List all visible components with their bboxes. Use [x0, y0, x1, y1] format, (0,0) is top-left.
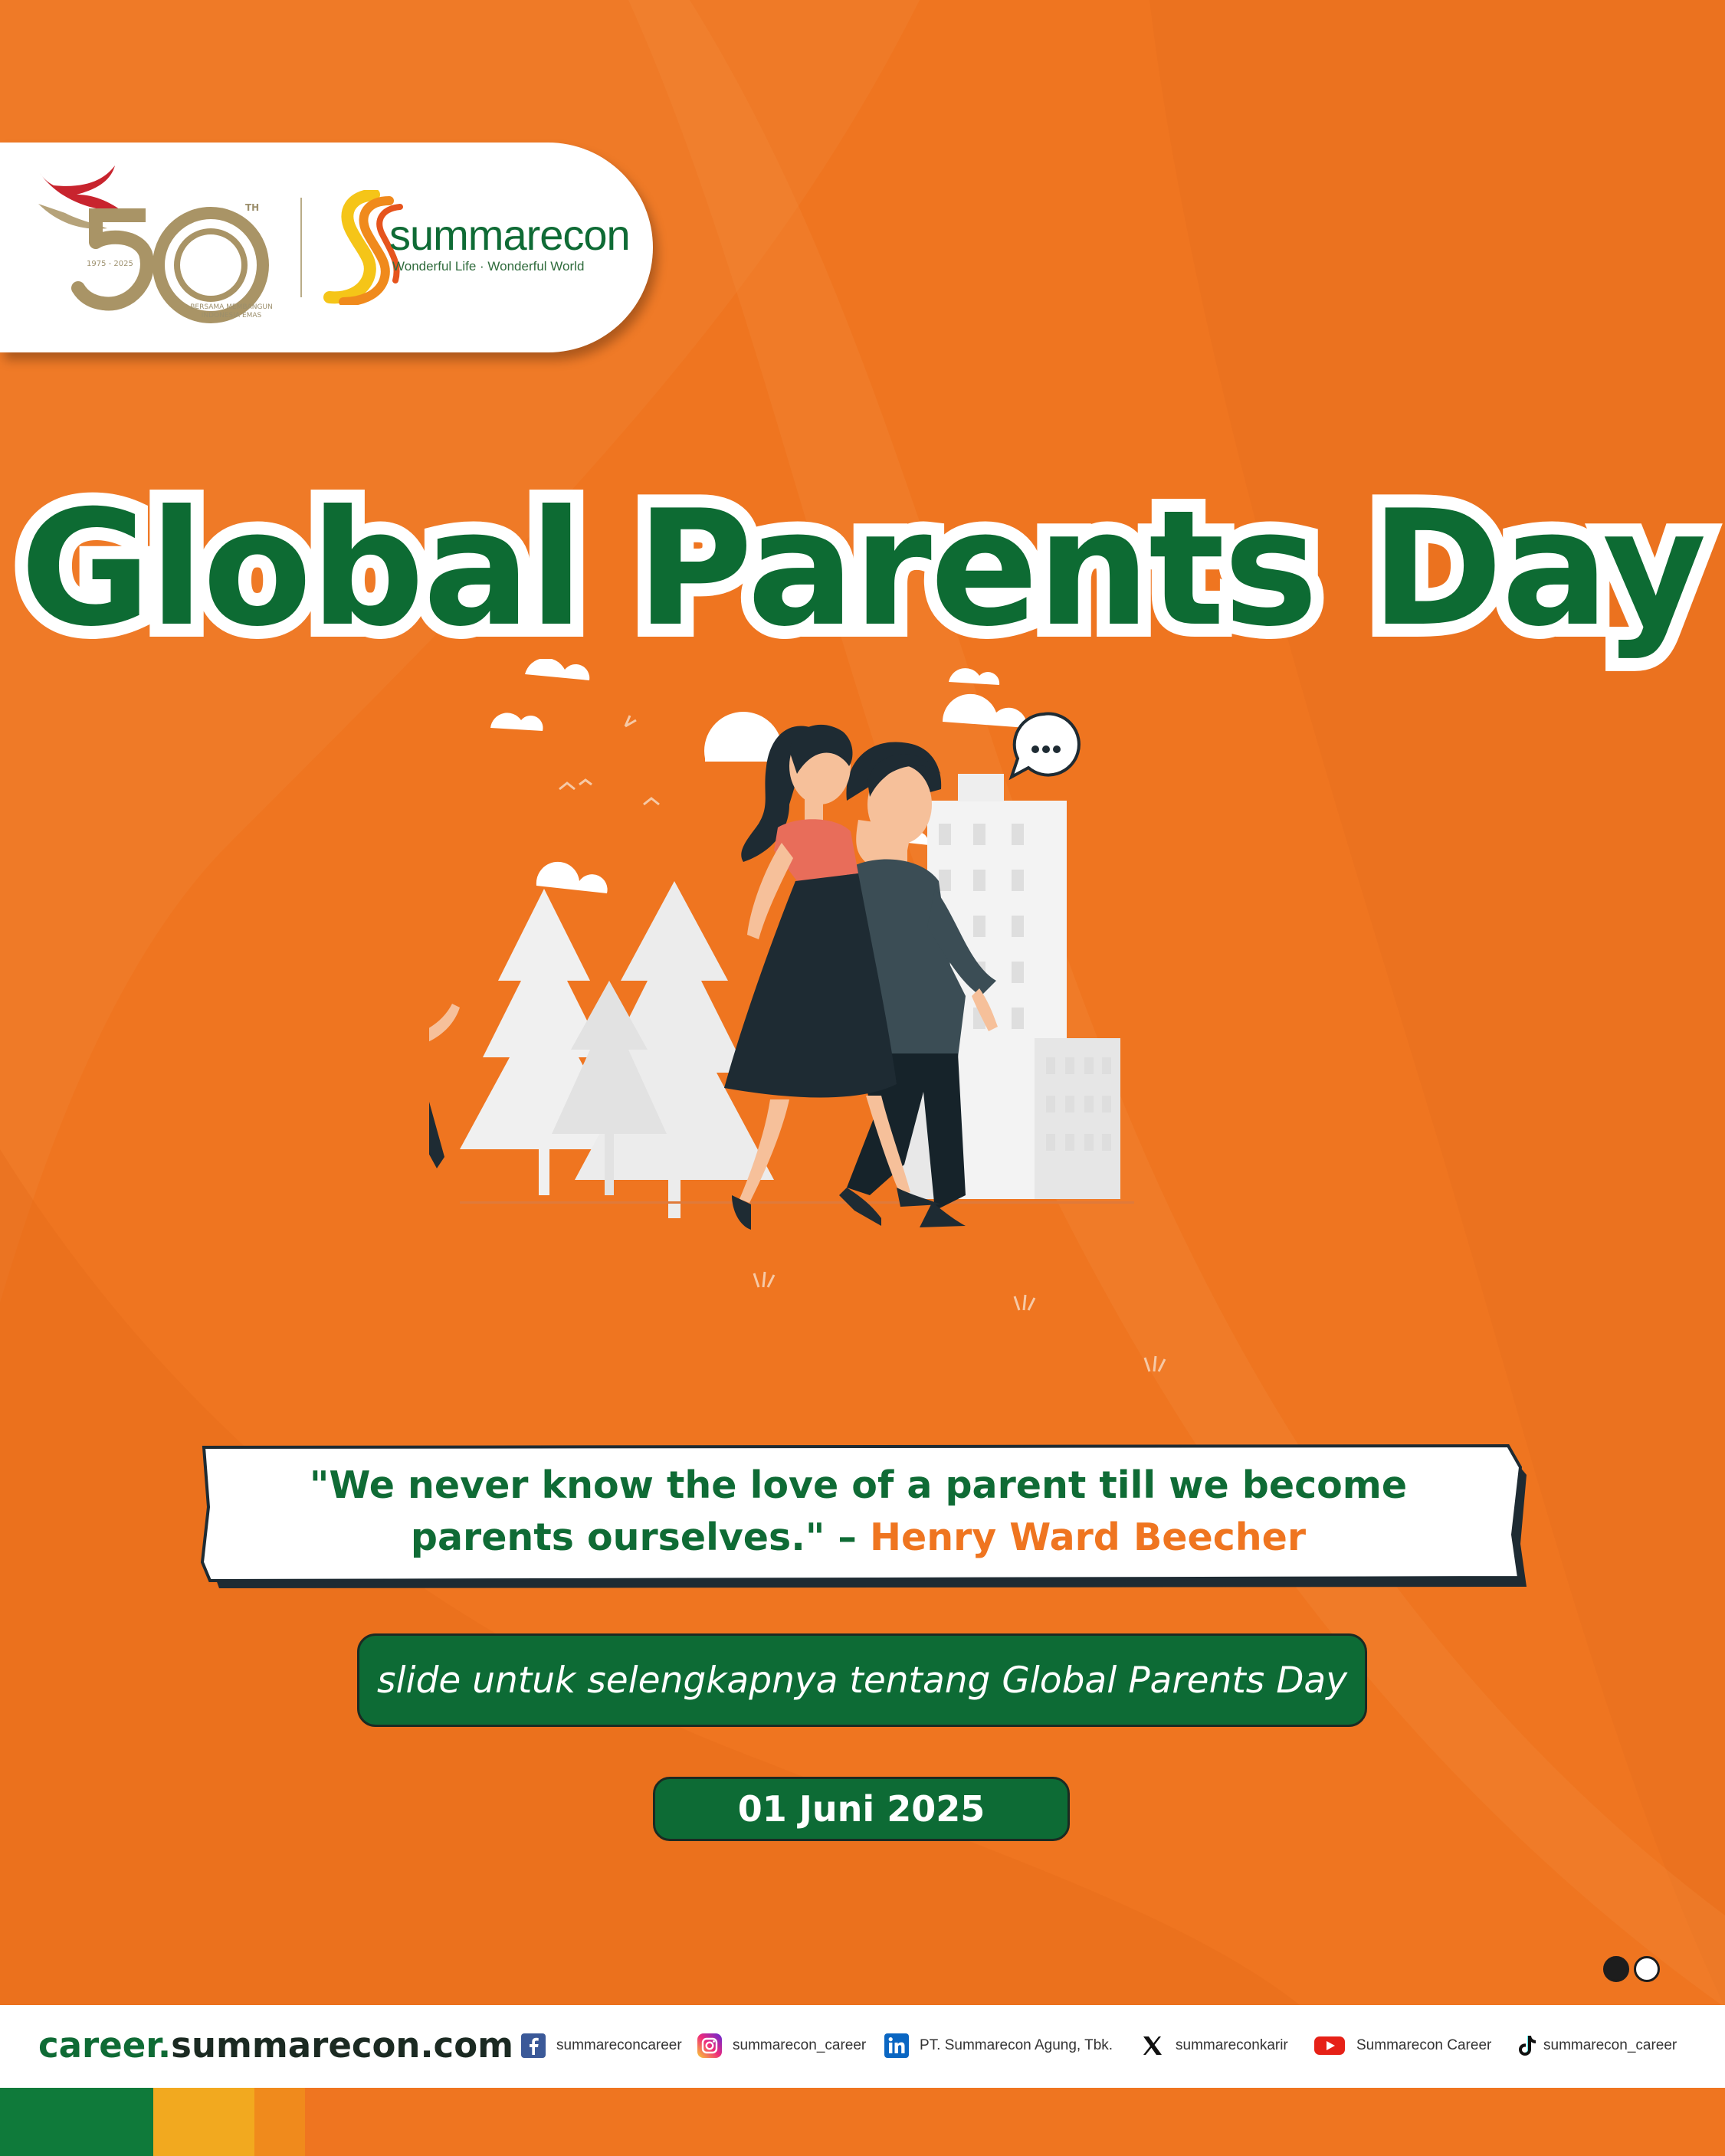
- social-label: summareconkarir: [1176, 2037, 1288, 2053]
- website-link[interactable]: career.summarecon.com: [38, 2025, 514, 2066]
- slide-hint-text: slide untuk selengkapnya tentang Global Parents Day: [376, 1659, 1348, 1702]
- quote-author: Henry Ward Beecher: [869, 1515, 1307, 1559]
- quote-body: "We never know the love of a parent till we become parents ourselves." –: [309, 1463, 1408, 1559]
- trees: [460, 881, 774, 1218]
- logo-divider: [300, 198, 302, 297]
- page-dot-inactive[interactable]: [1634, 1956, 1660, 1982]
- social-label: PT. Summarecon Agung, Tbk.: [920, 2037, 1113, 2053]
- brand-name: summarecon: [389, 211, 630, 259]
- social-label: summarecon_career: [733, 2037, 867, 2053]
- anniversary-years: 1975 - 2025: [87, 260, 133, 268]
- social-linkedin[interactable]: [884, 2032, 1113, 2059]
- bottom-color-bar: [0, 2088, 1725, 2156]
- social-label: summarecon_career: [1543, 2037, 1677, 2053]
- social-facebook[interactable]: [521, 2032, 682, 2059]
- speech-bubble-icon: [1012, 714, 1079, 777]
- tiktok-icon: [1516, 2033, 1537, 2058]
- footer: [0, 2005, 1725, 2088]
- facebook-icon: [521, 2033, 546, 2058]
- quote-text: [230, 1460, 1487, 1564]
- anniversary-tagline: BERSAMA MEMBANGUN INDONESIA EMAS: [190, 303, 273, 319]
- linkedin-icon: [884, 2033, 909, 2058]
- social-label: Summarecon Career: [1356, 2037, 1492, 2053]
- birds: [559, 716, 659, 804]
- date-text: 01 Juni 2025: [737, 1788, 985, 1830]
- slide-hint-banner: [357, 1633, 1367, 1727]
- page-title: Global Parents Day: [20, 477, 1705, 662]
- grass: [429, 1272, 1165, 1394]
- social-youtube[interactable]: [1313, 2032, 1491, 2059]
- brand-tagline: Wonderful Life · Wonderful World: [392, 259, 585, 274]
- family-walking-illustration: [429, 659, 1287, 1456]
- social-tiktok[interactable]: [1516, 2032, 1677, 2059]
- instagram-icon: [697, 2033, 722, 2058]
- youtube-icon: [1313, 2033, 1346, 2058]
- social-label: summareconcareer: [556, 2037, 682, 2053]
- x-icon: [1140, 2033, 1165, 2058]
- social-instagram[interactable]: [697, 2032, 866, 2059]
- social-x[interactable]: [1140, 2032, 1288, 2059]
- page-dot-active[interactable]: [1603, 1956, 1629, 1982]
- date-badge: [653, 1777, 1070, 1841]
- child-figure: [429, 950, 460, 1188]
- anniversary-th: TH: [245, 202, 260, 213]
- logo-card: [0, 143, 653, 352]
